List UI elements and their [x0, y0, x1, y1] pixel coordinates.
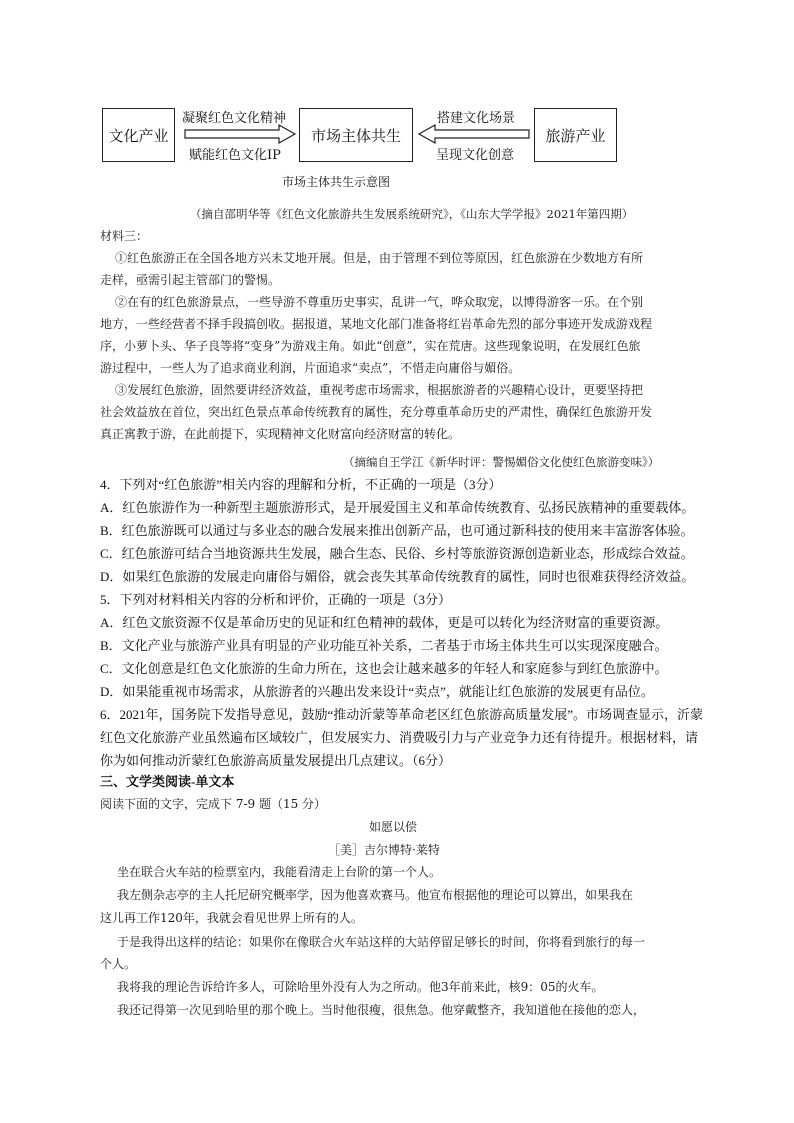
material3-line: 真正寓教于游，在此前提下，实现精神文化财富向经济财富的转化。 — [100, 427, 461, 441]
diagram-caption: 市场主体共生示意图 — [282, 175, 391, 189]
section-3-instruction: 阅读下面的文字，完成下 7-9 题（15 分） — [100, 797, 327, 811]
material3-source: （摘编自王学江《新华时评：警惕媚俗文化使红色旅游变味》） — [343, 455, 660, 469]
material3-line: 游过程中，一些人为了追求商业利润，片面追求“卖点”，不惜走向庸俗与媚俗。 — [100, 361, 521, 375]
option-5d: D．如果能重视市场需求，从旅游者的兴趣出发来设计“卖点”，就能让红色旅游的发展更有品位。 — [100, 684, 654, 699]
material3-line: ②在有的红色旅游景点，一些导游不尊重历史事实，乱讲一气，哗众取宠，以博得游客一乐。在个别 — [115, 295, 644, 309]
culture-industry-box — [102, 108, 175, 162]
story-title: 如愿以偿 — [369, 820, 418, 834]
right-arrow-top-label: 搭建文化场景 — [437, 111, 516, 126]
option-4d: D．如果红色旅游的发展走向庸俗与媚俗，就会丧失其革命传统教育的属性，同时也很难获得经济效益。 — [100, 569, 695, 584]
question-5: 5．下列对材料相关内容的分析和评价，正确的一项是（3分） — [100, 592, 452, 607]
tourism-industry-label: 旅游产业 — [545, 126, 606, 145]
culture-industry-label: 文化产业 — [108, 126, 169, 145]
story-paragraph: 我还记得第一次见到哈里的那个晚上。当时他很瘦，很焦急。他穿戴整齐，我知道他在接他的恋人， — [117, 1003, 646, 1017]
material3-line: 序，小萝卜头、华子良等将“变身”为游戏主角。如此“创意”，实在荒唐。这些现象说明，在发展红色旅 — [100, 339, 641, 353]
material3-line: 地方，一些经营者不择手段搞创收。据报道，某地文化部门准备将红岩革命先烈的部分事迹开发成游戏程 — [100, 317, 653, 331]
question-6: 6．2021年，国务院下发指导意见，鼓励“推动沂蒙等革命老区红色旅游高质量发展”。市场调查显示，沂蒙 — [100, 707, 704, 722]
market-symbiosis-label: 市场主体共生 — [310, 126, 401, 145]
left-pointing-arrow-icon — [417, 124, 531, 144]
question-6-line: 你为如何推动沂蒙红色旅游高质量发展提出几点建议。（6分） — [100, 753, 452, 768]
right-arrow-bottom-label: 呈现文化创意 — [436, 148, 515, 163]
option-4c: C．红色旅游可结合当地资源共生发展，融合生态、民俗、乡村等旅游资源创造新业态，形成综合效益。 — [100, 546, 694, 561]
story-paragraph: 我左侧杂志亭的主人托尼研究概率学，因为他喜欢赛马。他宣布根据他的理论可以算出，如果我在 — [117, 888, 634, 902]
story-paragraph: 这儿再工作120年，我就会看见世界上所有的人。 — [100, 911, 363, 925]
left-arrow-top-label: 凝聚红色文化精神 — [182, 111, 287, 126]
material3-heading: 材料三： — [100, 229, 149, 243]
question-6-line: 红色文化旅游产业虽然遍布区域较广，但发展实力、消费吸引力与产业竞争力还有待提升。根据材料，请 — [100, 730, 699, 745]
section-3-title: 三、文学类阅读-单文本 — [100, 774, 235, 789]
question-4: 4．下列对“红色旅游”相关内容的理解和分析，不正确的一项是（3分） — [100, 477, 502, 492]
option-4b: B．红色旅游既可以通过与多业态的融合发展来推出创新产品，也可通过新科技的使用来丰富游客体验。 — [100, 523, 694, 538]
material3-line: ③发展红色旅游，固然要讲经济效益，重视考虑市场需求，根据旅游者的兴趣精心设计，更要坚持把 — [115, 383, 644, 397]
tourism-industry-box — [534, 108, 617, 162]
story-author: ［美］吉尔博特·莱特 — [328, 843, 440, 857]
source-citation-2: （摘自邵明华等《红色文化旅游共生发展系统研究》，《山东大学学报》2021年第四期） — [190, 207, 634, 221]
story-paragraph: 我将我的理论告诉给许多人，可除哈里外没有人为之所动。他3年前来此，核9：05的火车。 — [117, 980, 604, 994]
story-paragraph: 个人。 — [100, 957, 137, 971]
left-arrow-bottom-label: 赋能红色文化IP — [189, 148, 281, 163]
story-paragraph: 坐在联合火车站的检票室内，我能看清走上台阶的第一个人。 — [117, 865, 442, 879]
market-symbiosis-box — [299, 108, 413, 162]
right-pointing-arrow-icon — [183, 124, 297, 144]
material3-line: 社会效益放在首位，突出红色景点革命传统教育的属性，充分尊重革命历史的严肃性，确保红色旅游开发 — [100, 405, 653, 419]
option-5a: A．红色文旅资源不仅是革命历史的见证和红色精神的载体，更是可以转化为经济财富的重要资源。 — [100, 615, 669, 630]
material3-line: ①红色旅游正在全国各地方兴未艾地开展。但是，由于管理不到位等原因，红色旅游在少数地方有所 — [115, 251, 644, 265]
option-5c: C．文化创意是红色文化旅游的生命力所在，这也会让越来越多的年轻人和家庭参与到红色旅游中。 — [100, 661, 668, 676]
option-4a: A．红色旅游作为一种新型主题旅游形式，是开展爱国主义和革命传统教育、弘扬民族精神的重要载体。 — [100, 500, 695, 515]
option-5b: B．文化产业与旅游产业具有明显的产业功能互补关系，二者基于市场主体共生可以实现深度融合。 — [100, 638, 668, 653]
story-paragraph: 于是我得出这样的结论：如果你在像联合火车站这样的大站停留足够长的时间，你将看到旅行的每一 — [117, 935, 646, 949]
material3-line: 走样，亟需引起主管部门的警惕。 — [100, 273, 281, 287]
